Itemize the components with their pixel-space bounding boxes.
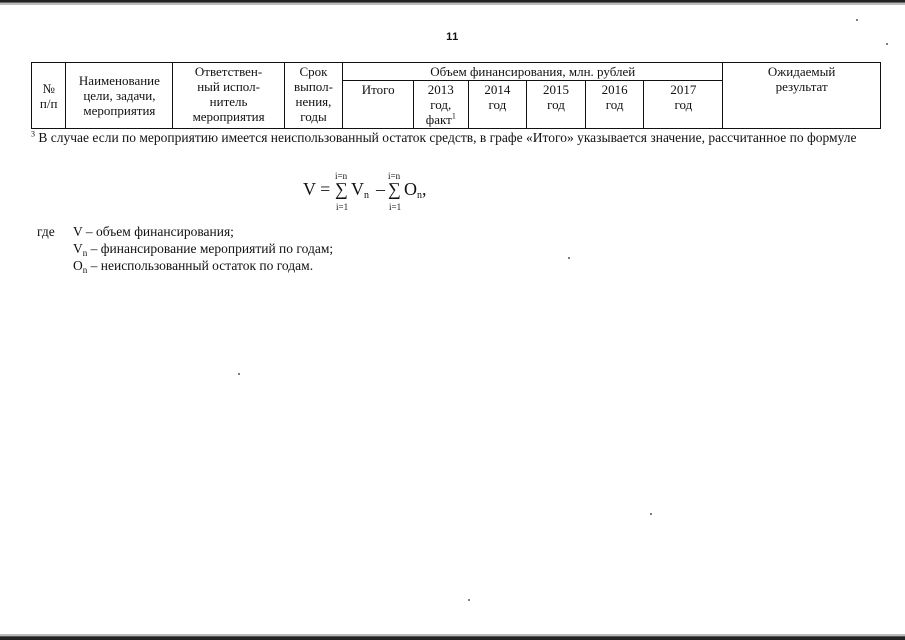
- header-result: Ожидаемый результат: [723, 63, 881, 129]
- scan-speck: [238, 373, 240, 375]
- formula-sum2: ∑: [388, 179, 401, 199]
- scan-bottom-edge: [0, 634, 905, 640]
- header-total: Итого: [343, 81, 414, 129]
- footnote-ref-1: 1: [451, 111, 456, 121]
- legend-lead: где: [37, 224, 55, 239]
- scan-speck: [568, 257, 570, 259]
- scan-speck: [856, 19, 858, 21]
- header-name: Наименование цели, задачи, мероприятия: [66, 63, 173, 129]
- formula-sum1: ∑: [335, 179, 348, 199]
- formula-minus: –: [376, 179, 385, 199]
- header-year-2013: 2013 год, факт$^1$: [414, 81, 469, 129]
- header-term: Срок выпол- нения, годы: [284, 63, 343, 129]
- table-header-row: [32, 63, 881, 81]
- header-responsible: Ответствен- ный испол- нитель мероприятия: [173, 63, 284, 129]
- footnote-text: В случае если по мероприятию имеется неиспользованный остаток средств, в графе «Итого» указывается значение, рассчитанное по формуле: [35, 130, 857, 145]
- header-year-2016: 2016 год: [585, 81, 644, 129]
- footnote-marker: 3: [31, 129, 35, 139]
- header-number: № п/п: [32, 63, 66, 129]
- header-year-2015: 2015 год: [527, 81, 586, 129]
- formula-term2: $O_n$,: [404, 179, 427, 201]
- formula-sum1-lower: i=1: [336, 202, 349, 212]
- footnote: [31, 129, 881, 146]
- scan-speck: [886, 43, 888, 45]
- header-financing: Объем финансирования, млн. рублей: [343, 63, 723, 81]
- formula-sum2-upper: i=n: [388, 171, 401, 181]
- header-year-2014: 2014 год: [468, 81, 527, 129]
- scan-speck: [468, 599, 470, 601]
- page-number: 11: [446, 31, 459, 43]
- formula-sum2-lower: i=1: [389, 202, 402, 212]
- formula: [303, 173, 443, 215]
- scan-speck: [650, 513, 652, 515]
- formula-term1: $V_n$: [351, 179, 369, 201]
- scan-top-edge: [0, 0, 905, 5]
- header-year-2017: 2017 год: [644, 81, 723, 129]
- formula-sum1-upper: i=n: [335, 171, 348, 181]
- formula-lhs: V =: [303, 179, 331, 199]
- financing-table: [31, 62, 881, 129]
